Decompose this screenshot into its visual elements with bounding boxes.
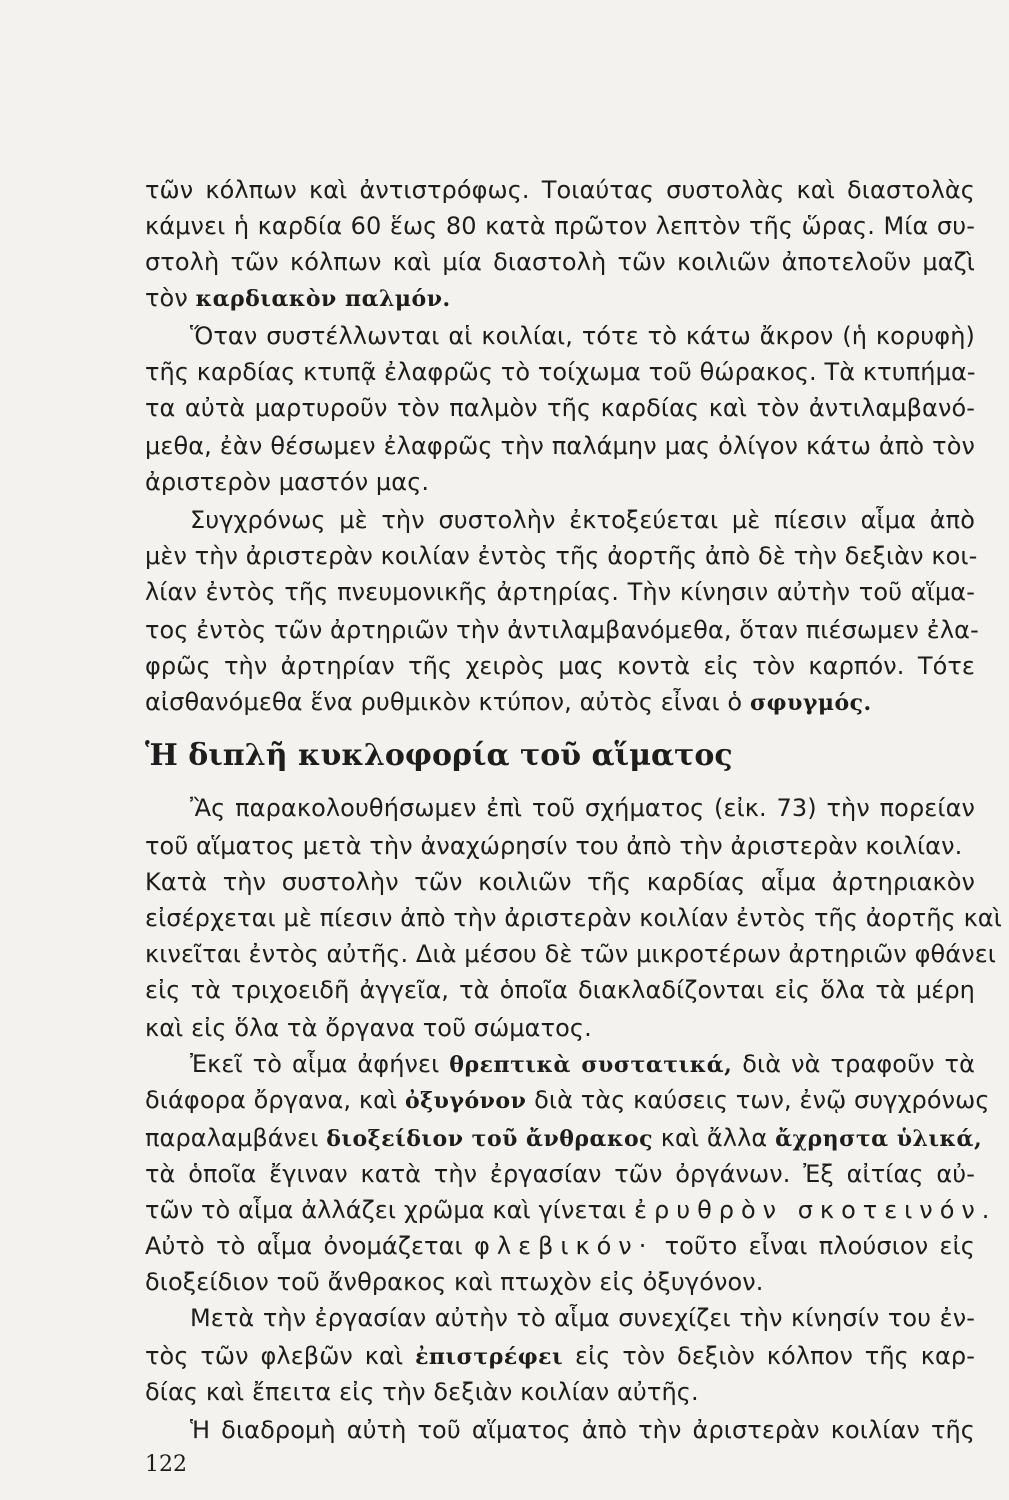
text-run: τῆς καρδίας κτυπᾷ ἐλαφρῶς τὸ τοίχωμα τοῦ θώρακος. Τὰ κτυπήμα- <box>145 358 976 386</box>
text-line <box>145 208 975 244</box>
text-line <box>145 684 975 720</box>
text-run: Ἂς παρακολουθήσωμεν ἐπὶ τοῦ σχήματος (εἰκ. 73) τὴν πορείαν <box>190 794 975 822</box>
text-line <box>145 864 975 900</box>
text-run: τῶν κόλπων καὶ ἀντιστρόφως. Τοιαύτας συστολὰς καὶ διαστολὰς <box>145 176 975 204</box>
text-run: κάμνει ἡ καρδία 60 ἕως 80 κατὰ πρῶτον λεπτὸν τῆς ὥρας. Μία συ- <box>145 212 975 240</box>
spaced-term: ἐρυθρὸν σκοτεινόν. <box>633 1196 997 1224</box>
bold-term: σφυγμός. <box>749 690 872 716</box>
text-line <box>145 172 975 208</box>
text-run: τῶν τὸ αἷμα ἀλλάζει χρῶμα καὶ γίνεται <box>145 1196 634 1224</box>
text-run: διοξείδιον τοῦ ἄνθρακος καὶ πτωχὸν εἰς ὀξυγόνον. <box>145 1268 764 1296</box>
text-line <box>145 1156 975 1192</box>
text-line <box>145 1120 983 1156</box>
text-line <box>145 900 1002 936</box>
text-line <box>145 612 979 648</box>
page-number: 122 <box>145 1452 187 1477</box>
text-line <box>145 648 975 684</box>
text-run: καὶ ἄλλα <box>653 1124 776 1152</box>
text-line <box>145 1046 975 1082</box>
text-run: Ἐκεῖ τὸ αἷμα ἀφήνει <box>190 1050 450 1078</box>
text-run: ἀριστερὸν μαστόν μας. <box>145 468 430 496</box>
text-run: μὲν τὴν ἀριστερὰν κοιλίαν ἐντὸς τῆς ἀορτῆς ἀπὸ δὲ τὴν δεξιὰν κοι- <box>145 542 978 570</box>
text-line <box>145 1082 990 1118</box>
text-line <box>145 936 997 972</box>
spaced-term: φλεβικόν· <box>474 1232 654 1260</box>
text-line <box>145 828 975 864</box>
text-line <box>145 1300 975 1336</box>
text-run: Ὅταν συστέλλωνται αἱ κοιλίαι, τότε τὸ κάτω ἄκρον (ἡ κορυφὴ) <box>190 322 975 350</box>
text-run: τα αὐτὰ μαρτυροῦν τὸν παλμὸν τῆς καρδίας καὶ τὸν ἀντιλαμβανό- <box>145 394 975 422</box>
bold-term: θρεπτικὰ συστατικά, <box>449 1052 733 1078</box>
text-run: μεθα, ἐὰν θέσωμεν ἐλαφρῶς τὴν παλάμην μας ὀλίγον κάτω ἀπὸ τὸν <box>145 432 975 460</box>
text-run: τοῦτο εἶναι πλούσιον εἰς <box>653 1232 975 1260</box>
text-run: εἰς τὰ τριχοειδῆ ἀγγεῖα, τὰ ὁποῖα διακλαδίζονται εἰς ὅλα τὰ μέρη <box>145 976 975 1004</box>
text-line <box>145 502 975 538</box>
text-line <box>145 1338 975 1374</box>
text-line <box>145 1010 975 1046</box>
text-line <box>145 1264 975 1300</box>
bold-term: ἐπιστρέφει <box>415 1344 564 1370</box>
text-run: παραλαμβάνει <box>145 1124 327 1152</box>
text-run: διάφορα ὄργανα, καὶ <box>145 1086 405 1114</box>
text-run: καὶ εἰς ὅλα τὰ ὄργανα τοῦ σώματος. <box>145 1014 592 1042</box>
bold-term: ὀξυγόνον <box>404 1088 527 1114</box>
section-heading: Ἡ διπλῆ κυκλοφορία τοῦ αἵματος <box>145 738 733 773</box>
text-line <box>145 1228 975 1264</box>
bold-term: διοξείδιον τοῦ ἄνθρακος <box>326 1126 654 1152</box>
text-run: τος ἐντὸς τῶν ἀρτηριῶν τὴν ἀντιλαμβανόμεθα, ὅταν πιέσωμεν ἐλα- <box>145 616 979 644</box>
text-line <box>145 244 975 280</box>
text-line <box>145 318 975 354</box>
text-run: διὰ νὰ τραφοῦν τὰ <box>732 1050 976 1078</box>
text-run: δίας καὶ ἔπειτα εἰς τὴν δεξιὰν κοιλίαν αὐτῆς. <box>145 1378 699 1406</box>
text-line <box>145 1412 975 1448</box>
text-run: Κατὰ τὴν συστολὴν τῶν κοιλιῶν τῆς καρδίας αἷμα ἀρτηριακὸν <box>145 868 975 896</box>
text-run: Συγχρόνως μὲ τὴν συστολὴν ἐκτοξεύεται μὲ πίεσιν αἷμα ἀπὸ <box>190 506 975 534</box>
text-run: τὸν <box>145 284 196 312</box>
text-line <box>145 464 975 500</box>
text-run: τοῦ αἵματος μετὰ τὴν ἀναχώρησίν του ἀπὸ τὴν ἀριστερὰν κοιλίαν. <box>145 832 963 860</box>
text-line <box>145 538 978 574</box>
text-run: φρῶς τὴν ἀρτηρίαν τῆς χειρὸς μας κοντὰ εἰς τὸν καρπόν. Τότε <box>145 652 975 680</box>
bold-term: ἄχρηστα ὑλικά, <box>775 1126 983 1152</box>
text-line <box>145 972 975 1008</box>
text-run: στολὴ τῶν κόλπων καὶ μία διαστολὴ τῶν κοιλιῶν ἀποτελοῦν μαζὶ <box>145 248 975 276</box>
text-line <box>145 1192 997 1228</box>
text-line <box>145 390 975 426</box>
text-line <box>145 574 975 610</box>
text-line <box>145 354 975 390</box>
text-run: εἰσέρχεται μὲ πίεσιν ἀπὸ τὴν ἀριστερὰν κοιλίαν ἐντὸς τῆς ἀορτῆς καὶ <box>145 904 1002 932</box>
text-line <box>145 790 975 826</box>
text-run: κινεῖται ἐντὸς αὐτῆς. Διὰ μέσου δὲ τῶν μικροτέρων ἀρτηριῶν φθάνει <box>145 940 997 968</box>
text-run: αἰσθανόμεθα ἕνα ρυθμικὸν κτύπον, αὐτὸς εἶναι ὁ <box>145 688 750 716</box>
text-line <box>145 280 975 316</box>
text-run: Μετὰ τὴν ἐργασίαν αὐτὴν τὸ αἷμα συνεχίζει τὴν κίνησίν του ἐν- <box>190 1304 975 1332</box>
text-run: διὰ τὰς καύσεις των, ἐνῷ συγχρόνως <box>526 1086 990 1114</box>
text-run: τὰ ὁποῖα ἔγιναν κατὰ τὴν ἐργασίαν τῶν ὀργάνων. Ἐξ αἰτίας αὐ- <box>145 1160 975 1188</box>
text-run: τὸς τῶν φλεβῶν καὶ <box>145 1342 416 1370</box>
text-run: εἰς τὸν δεξιὸν κόλπον τῆς καρ- <box>563 1342 975 1370</box>
text-run: λίαν ἐντὸς τῆς πνευμονικῆς ἀρτηρίας. Τὴν κίνησιν αὐτὴν τοῦ αἵμα- <box>145 578 975 606</box>
bold-term: καρδιακὸν παλμόν. <box>195 286 451 312</box>
text-line <box>145 1374 975 1410</box>
text-run: Αὐτὸ τὸ αἷμα ὀνομάζεται <box>145 1232 475 1260</box>
text-run: Ἡ διαδρομὴ αὐτὴ τοῦ αἵματος ἀπὸ τὴν ἀριστερὰν κοιλίαν τῆς <box>190 1416 975 1444</box>
text-line <box>145 428 975 464</box>
